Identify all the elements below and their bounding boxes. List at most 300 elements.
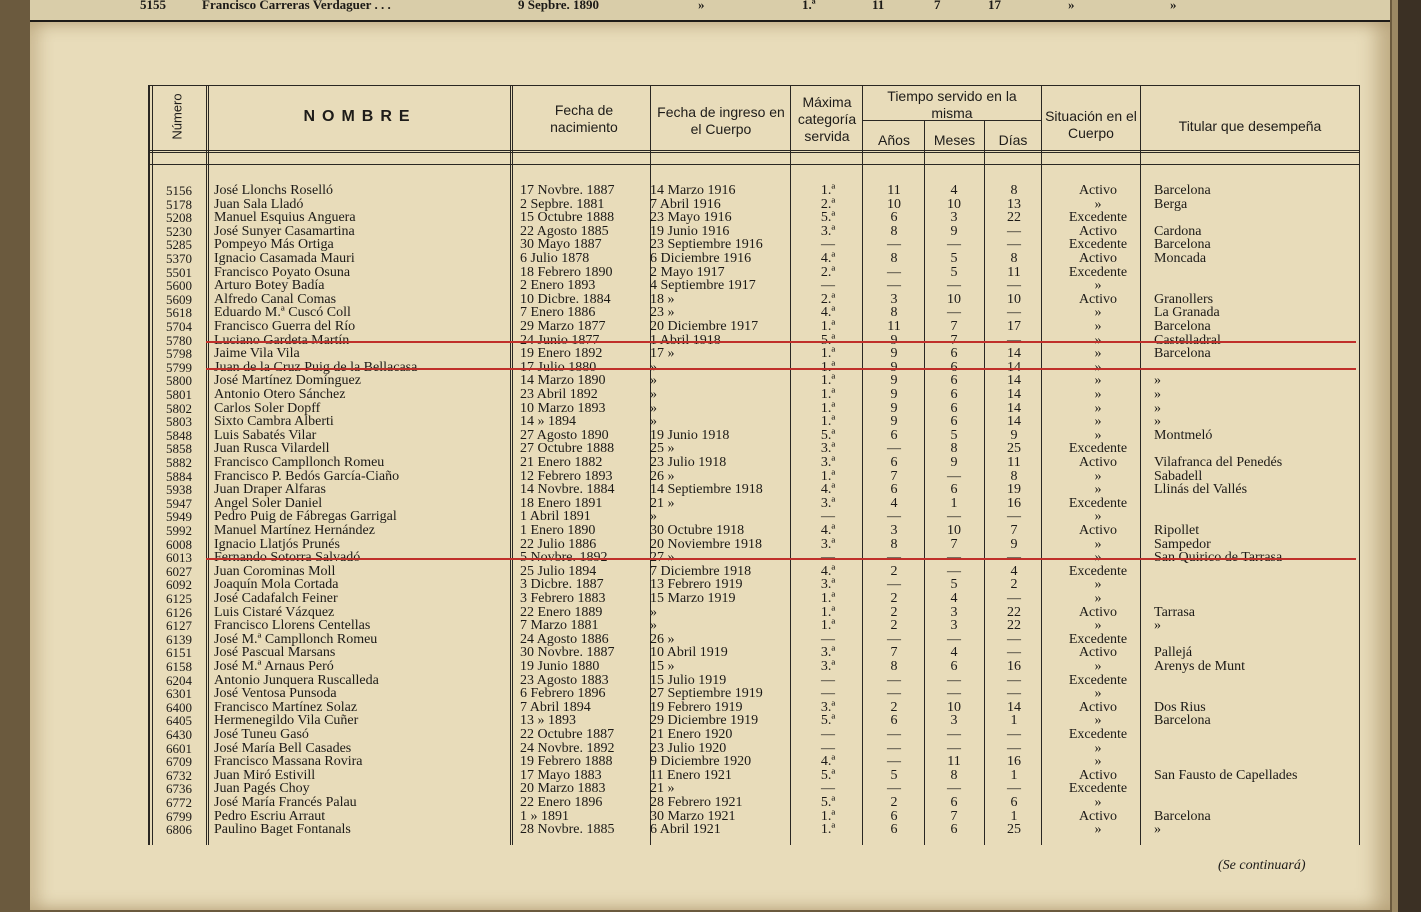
cell-m: 5 (950, 251, 958, 266)
cell-name: Luis Cistaré Vázquez (214, 605, 335, 619)
table-row (148, 361, 1360, 374)
top-cat: 1.ª (802, 0, 816, 12)
cell-nac: 19 Junio 1880 (520, 659, 600, 674)
cell-ing: 27 Septiembre 1919 (650, 686, 763, 702)
cell-y: — (887, 754, 901, 770)
cell-num: 5799 (166, 359, 192, 375)
header-anos: Años (878, 132, 910, 148)
cell-sit: Excedente (1068, 781, 1128, 797)
cell-d: 16 (1007, 495, 1021, 511)
cell-nac: 3 Dicbre. 1887 (520, 577, 604, 593)
cell-cat: 1.ª (820, 400, 836, 416)
cell-ing: » (650, 604, 657, 620)
cell-cat: — (821, 509, 835, 525)
cell-ing: 4 Septiembre 1917 (650, 278, 756, 294)
cell-y: 5 (890, 767, 898, 783)
cell-num: 5882 (166, 455, 192, 470)
cell-d: 11 (1007, 455, 1021, 470)
cell-ing: 14 Marzo 1916 (650, 183, 736, 198)
cell-y: 6 (890, 210, 898, 226)
cell-cat: 5.ª (820, 210, 836, 226)
cell-cat: 1.ª (820, 808, 836, 824)
cell-num: 6008 (166, 536, 192, 552)
cell-nac: 22 Enero 1896 (520, 795, 603, 810)
table-row (148, 347, 1360, 360)
cell-y: 8 (890, 305, 898, 321)
cell-d: 19 (1007, 482, 1021, 498)
cell-nac: 30 Mayo 1887 (520, 237, 602, 253)
top-tit: » (1170, 0, 1177, 12)
cell-nac: 20 Marzo 1883 (520, 781, 606, 797)
cell-tit: Dos Rius (1154, 699, 1206, 715)
register-table (148, 80, 1360, 850)
cell-name: José Llonchs Roselló (214, 184, 333, 197)
cell-sit: Excedente (1068, 441, 1128, 457)
cell-cat: 4.ª (820, 305, 836, 321)
table-row (148, 456, 1360, 469)
cell-num: 6125 (166, 591, 192, 606)
cell-sit: » (1094, 577, 1102, 593)
cell-cat: 1.ª (820, 822, 836, 838)
cell-cat: — (821, 237, 835, 253)
cell-tit: Sampedor (1154, 536, 1211, 552)
cell-nac: 7 Enero 1886 (520, 305, 596, 321)
cell-num: 5848 (166, 427, 192, 443)
cell-nac: 23 Abril 1892 (520, 387, 598, 402)
header-titular: Titular que desempeña (1178, 118, 1322, 134)
cell-m: — (947, 305, 961, 321)
cell-d: — (1007, 686, 1021, 702)
cell-d: 14 (1007, 414, 1021, 430)
cell-m: 4 (950, 183, 958, 198)
cell-ing: 19 Febrero 1919 (650, 699, 743, 715)
cell-sit: » (1094, 468, 1102, 484)
cell-sit: » (1094, 795, 1102, 810)
cell-m: 6 (950, 482, 958, 498)
cell-num: 6799 (166, 808, 192, 824)
cell-m: — (947, 468, 961, 484)
cell-d: 2 (1010, 577, 1018, 593)
header-categoria: Máxima categoría servida (797, 94, 857, 144)
cell-tit: Barcelona (1154, 237, 1211, 253)
cell-sit: » (1094, 509, 1102, 525)
cell-sit: » (1094, 659, 1102, 674)
cell-nac: 22 Enero 1889 (520, 604, 603, 620)
cell-nac: 14 Novbre. 1884 (520, 482, 615, 498)
cell-y: 9 (890, 414, 898, 430)
cell-nac: 27 Octubre 1888 (520, 441, 615, 457)
table-row (148, 225, 1360, 238)
cell-d: 7 (1010, 523, 1018, 538)
cell-nac: 22 Octubre 1887 (520, 727, 615, 742)
top-sit: » (1068, 0, 1075, 12)
red-strikethrough (206, 368, 1356, 370)
cell-name: José Ventosa Punsoda (214, 687, 337, 701)
cell-nac: 28 Novbre. 1885 (520, 822, 615, 838)
cell-nac: 23 Agosto 1883 (520, 672, 609, 688)
cell-num: 6405 (166, 713, 192, 729)
cell-ing: 23 » (650, 305, 675, 321)
cell-name: Sixto Cambra Alberti (214, 415, 334, 429)
cell-y: — (887, 740, 901, 756)
cell-name: Manuel Esquius Anguera (214, 211, 356, 225)
cell-name: Hermenegildo Vila Cuñer (214, 714, 359, 728)
cell-num: 6204 (166, 672, 192, 688)
cell-num: 5780 (166, 332, 192, 348)
cell-nac: 19 Enero 1892 (520, 346, 603, 362)
table-row (148, 714, 1360, 727)
cell-d: — (1007, 672, 1021, 688)
cell-num: 6806 (166, 822, 192, 838)
cell-name: Ignacio Llatjós Prunés (214, 537, 340, 551)
cell-y: 4 (890, 495, 898, 511)
table-row (148, 266, 1360, 279)
cell-y: 8 (890, 659, 898, 674)
cell-num: 6430 (166, 727, 192, 742)
cell-cat: 4.ª (820, 563, 836, 579)
cell-tit: San Fausto de Capellades (1154, 767, 1298, 783)
cell-y: 2 (890, 795, 898, 810)
cell-tit: Vilafranca del Penedés (1154, 455, 1283, 470)
cell-d: 1 (1010, 808, 1018, 824)
cell-m: — (947, 686, 961, 702)
cell-tit: Llinás del Vallés (1154, 482, 1248, 498)
cell-y: 6 (890, 455, 898, 470)
cell-m: — (947, 237, 961, 253)
cell-d: 11 (1007, 264, 1021, 280)
cell-ing: 15 Julio 1919 (650, 672, 727, 688)
cell-cat: 3.ª (820, 659, 836, 674)
cell-cat: 1.ª (820, 183, 836, 198)
red-strikethrough (206, 558, 1356, 560)
cell-y: 6 (890, 822, 898, 838)
cell-ing: 29 Diciembre 1919 (650, 713, 759, 729)
table-row (148, 402, 1360, 415)
cell-y: 7 (890, 645, 898, 661)
cell-m: 6 (950, 373, 958, 389)
cell-ing: 10 Abril 1919 (650, 645, 728, 661)
cell-name: Francisco Massana Rovira (214, 755, 363, 769)
cell-ing: 25 » (650, 441, 675, 457)
cell-name: Alfredo Canal Comas (214, 292, 337, 306)
cell-d: — (1007, 237, 1021, 253)
cell-cat: 2.ª (820, 196, 836, 212)
cell-ing: » (650, 509, 657, 525)
cell-sit: Excedente (1068, 563, 1128, 579)
cell-sit: Activo (1078, 767, 1118, 783)
cell-cat: 4.ª (820, 482, 836, 498)
cell-cat: 1.ª (820, 414, 836, 430)
table-row (148, 606, 1360, 619)
cell-num: 6736 (166, 781, 192, 797)
cell-d: — (1007, 278, 1021, 294)
cell-d: 16 (1007, 754, 1021, 770)
cell-ing: » (650, 414, 657, 430)
red-strikethrough (206, 341, 1356, 343)
cell-m: 6 (950, 659, 958, 674)
cell-nac: 1 Enero 1890 (520, 523, 596, 538)
cell-ing: » (650, 387, 657, 402)
binding-edge-light (1392, 0, 1398, 912)
table-row (148, 619, 1360, 632)
cell-d: — (1007, 631, 1021, 647)
cell-nac: 7 Abril 1894 (520, 699, 591, 715)
cell-m: 3 (950, 604, 958, 620)
cell-name: Paulino Baget Fontanals (214, 823, 351, 837)
cell-name: José M.ª Campllonch Romeu (214, 632, 378, 646)
table-row (148, 293, 1360, 306)
cell-num: 6732 (166, 767, 192, 783)
cell-cat: 1.ª (820, 319, 836, 334)
table-row (148, 388, 1360, 401)
cell-name: Arturo Botey Badía (214, 279, 325, 293)
table-row (148, 565, 1360, 578)
cell-y: — (887, 237, 901, 253)
cell-nac: 3 Febrero 1883 (520, 591, 606, 606)
cell-name: Angel Soler Daniel (214, 496, 323, 510)
cell-nac: 30 Novbre. 1887 (520, 645, 615, 661)
cell-m: 5 (950, 264, 958, 280)
cell-ing: 2 Mayo 1917 (650, 264, 725, 280)
top-d: 17 (988, 0, 1001, 12)
cell-cat: 5.ª (820, 713, 836, 729)
table-row (148, 646, 1360, 659)
cell-name: Jaime Vila Vila (214, 347, 300, 361)
cell-m: — (947, 781, 961, 797)
cell-num: 6400 (166, 699, 192, 715)
cell-sit: » (1094, 319, 1102, 334)
cell-d: 4 (1010, 563, 1018, 579)
cell-tit: » (1154, 822, 1161, 838)
cell-num: 5858 (166, 441, 192, 457)
cell-y: — (887, 672, 901, 688)
cell-m: 3 (950, 713, 958, 729)
cell-y: 6 (890, 808, 898, 824)
cell-num: 5801 (166, 387, 192, 402)
cell-d: 1 (1010, 767, 1018, 783)
table-row (148, 334, 1360, 347)
table-row (148, 510, 1360, 523)
header-dias: Días (998, 132, 1028, 148)
header-tiempo: Tiempo servido en la misma (887, 88, 1017, 121)
cell-y: 8 (890, 223, 898, 239)
cell-sit: Activo (1078, 808, 1118, 824)
cell-m: 8 (950, 767, 958, 783)
cell-sit: » (1094, 414, 1102, 430)
cell-name: Ignacio Casamada Mauri (214, 252, 355, 265)
cell-ing: 6 Diciembre 1916 (650, 251, 752, 266)
cell-d: 22 (1007, 604, 1021, 620)
table-row (148, 483, 1360, 496)
cell-tit: La Granada (1154, 305, 1220, 321)
top-y: 11 (872, 0, 885, 12)
cell-name: Francisco Guerra del Río (214, 320, 356, 333)
cell-cat: 1.ª (820, 618, 836, 634)
cell-num: 5230 (166, 223, 192, 239)
cell-sit: » (1094, 822, 1102, 838)
table-row (148, 320, 1360, 333)
table-row (148, 674, 1360, 687)
cell-sit: » (1094, 713, 1102, 729)
cell-cat: 3.ª (820, 455, 836, 470)
cell-d: 25 (1007, 441, 1021, 457)
cell-num: 5947 (166, 495, 192, 511)
cell-m: 3 (950, 210, 958, 226)
cell-ing: 6 Abril 1921 (650, 822, 721, 838)
cell-nac: 24 Novbre. 1892 (520, 740, 615, 756)
cell-y: 8 (890, 251, 898, 266)
cell-ing: 23 Mayo 1916 (650, 210, 732, 226)
cell-tit: Sabadell (1154, 468, 1203, 484)
cell-cat: 2.ª (820, 291, 836, 307)
cell-m: 11 (947, 754, 961, 770)
cell-d: — (1007, 645, 1021, 661)
cell-nac: 29 Marzo 1877 (520, 319, 606, 334)
cell-name: Francisco P. Bedós García-Ciaño (214, 469, 400, 483)
cell-nac: 22 Agosto 1885 (520, 223, 609, 239)
cell-y: — (887, 264, 901, 280)
cell-ing: 28 Febrero 1921 (650, 795, 743, 810)
cell-m: 3 (950, 618, 958, 634)
cell-name: José M.ª Arnaus Peró (214, 660, 334, 673)
cell-name: Juan Pagés Choy (214, 782, 310, 796)
cell-sit: Excedente (1068, 631, 1128, 647)
cell-num: 6301 (166, 686, 192, 702)
cell-cat: — (821, 631, 835, 647)
cell-m: 4 (950, 645, 958, 661)
cell-cat: — (821, 740, 835, 756)
cell-y: 8 (890, 536, 898, 552)
cell-y: — (887, 278, 901, 294)
cell-ing: 26 » (650, 631, 675, 647)
cell-num: 5370 (166, 251, 192, 266)
cell-tit: » (1154, 400, 1161, 416)
cell-num: 5609 (166, 291, 192, 307)
cell-tit: Barcelona (1154, 346, 1211, 362)
cell-ing: 30 Octubre 1918 (650, 523, 745, 538)
cell-nac: 10 Dicbre. 1884 (520, 291, 611, 307)
cell-m: — (947, 278, 961, 294)
cell-m: 9 (950, 223, 958, 239)
cell-m: 4 (950, 591, 958, 606)
table-row (148, 497, 1360, 510)
cell-nac: 24 Agosto 1886 (520, 631, 609, 647)
cell-sit: » (1094, 400, 1102, 416)
table-row (148, 211, 1360, 224)
cell-cat: 1.ª (820, 604, 836, 620)
cell-y: 9 (890, 387, 898, 402)
cell-m: 6 (950, 346, 958, 362)
cell-tit: Montmeló (1154, 427, 1213, 443)
cell-ing: 11 Enero 1921 (650, 767, 732, 783)
cell-d: 14 (1007, 387, 1021, 402)
cell-m: 10 (947, 196, 961, 212)
cell-num: 5802 (166, 400, 192, 416)
cell-sit: » (1094, 373, 1102, 389)
cell-num: 6092 (166, 577, 192, 593)
cell-ing: 30 Marzo 1921 (650, 808, 736, 824)
cell-ing: 9 Diciembre 1920 (650, 754, 752, 770)
cell-ing: 17 » (650, 346, 675, 362)
cell-name: José María Francés Palau (214, 796, 357, 809)
cell-sit: Activo (1078, 251, 1118, 266)
cell-cat: 3.ª (820, 699, 836, 715)
cell-name: Pedro Puig de Fábregas Garrigal (214, 510, 397, 524)
cell-nac: 7 Marzo 1881 (520, 618, 599, 634)
table-row (148, 687, 1360, 700)
table-row (148, 429, 1360, 442)
cell-cat: 1.ª (820, 373, 836, 389)
cell-ing: 20 Diciembre 1917 (650, 319, 759, 334)
cell-m: 9 (950, 455, 958, 470)
cell-name: Juan Corominas Moll (214, 564, 336, 578)
cell-y: 10 (887, 196, 901, 212)
cell-ing: » (650, 400, 657, 416)
cell-nac: 19 Febrero 1888 (520, 754, 613, 770)
cell-y: 2 (890, 618, 898, 634)
cell-d: 14 (1007, 699, 1021, 715)
cell-m: 5 (950, 577, 958, 593)
cell-y: 7 (890, 468, 898, 484)
cell-num: 6027 (166, 563, 192, 579)
cell-cat: 1.ª (820, 346, 836, 362)
cell-ing: 23 Septiembre 1916 (650, 237, 763, 253)
cell-sit: » (1094, 686, 1102, 702)
cell-tit: Barcelona (1154, 713, 1211, 729)
cell-m: 10 (947, 291, 961, 307)
cell-num: 5501 (166, 264, 192, 280)
cell-y: — (887, 686, 901, 702)
cell-d: 8 (1010, 468, 1018, 484)
cell-ing: 18 » (650, 291, 675, 307)
cell-num: 5618 (166, 305, 192, 321)
table-row (148, 551, 1360, 564)
cell-name: José María Bell Casades (214, 741, 352, 755)
cell-ing: 7 Abril 1916 (650, 196, 721, 212)
cell-m: — (947, 672, 961, 688)
cell-cat: 5.ª (820, 795, 836, 810)
cell-tit: Granollers (1154, 291, 1214, 307)
cell-y: — (887, 577, 901, 593)
cell-name: Manuel Martínez Hernández (214, 524, 375, 537)
cell-ing: 19 Junio 1916 (650, 223, 730, 239)
cell-num: 6709 (166, 754, 192, 770)
cell-sit: Excedente (1068, 672, 1128, 688)
top-m: 7 (934, 0, 941, 12)
table-row (148, 796, 1360, 809)
cell-d: 10 (1007, 291, 1021, 307)
table-row (148, 470, 1360, 483)
cell-tit: Moncada (1154, 251, 1207, 266)
cell-cat: 3.ª (820, 645, 836, 661)
cell-nac: 18 Febrero 1890 (520, 264, 613, 280)
cell-d: 22 (1007, 210, 1021, 226)
cell-m: — (947, 563, 961, 579)
header-numero: Número (169, 93, 185, 140)
cell-sit: Excedente (1068, 727, 1128, 742)
cell-sit: Activo (1078, 604, 1118, 620)
cell-d: — (1007, 740, 1021, 756)
cell-d: 22 (1007, 618, 1021, 634)
cell-name: Pompeyo Más Ortiga (214, 238, 334, 252)
header-ingreso: Fecha de ingreso en el Cuerpo (657, 104, 785, 137)
cell-y: 11 (887, 319, 901, 334)
cell-tit: Arenys de Munt (1154, 659, 1245, 674)
cell-y: 11 (887, 183, 901, 198)
cell-nac: 1 Abril 1891 (520, 509, 591, 525)
cell-name: Pedro Escriu Arraut (214, 809, 326, 823)
header-meses: Meses (933, 132, 976, 148)
